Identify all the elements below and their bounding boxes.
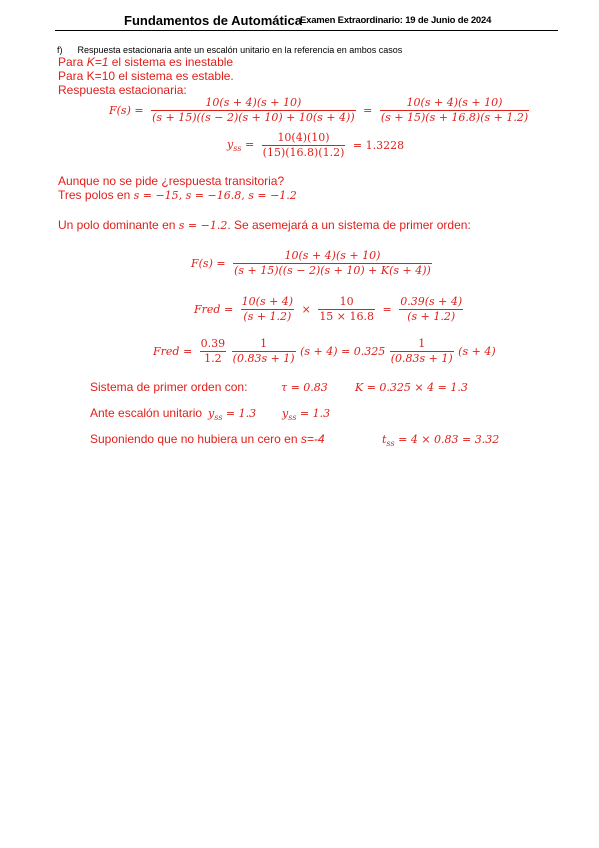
line5-math: s = −15, s = −16.8, s = −1.2 <box>133 189 297 202</box>
eq5-num3: 1 <box>390 337 454 352</box>
answer-line-7-k: K = 0.325 × 4 = 1.3 <box>355 381 468 394</box>
eq4-den1: (s + 1.2) <box>243 310 292 323</box>
eq3-lhs: F(s) = <box>191 257 226 270</box>
eq3-den: (s + 15)((s − 2)(s + 10) + K(s + 4)) <box>234 264 431 277</box>
line1-post: el sistema es inestable <box>108 55 234 69</box>
eq4-num2: 10 <box>318 295 375 310</box>
eq1-fraction-1 <box>151 96 356 125</box>
answer-line-8-text: Ante escalón unitario <box>90 406 203 420</box>
answer-line-8-value-1 <box>208 407 256 422</box>
eq5-fraction-2 <box>232 337 296 366</box>
answer-line-9-text <box>90 432 325 446</box>
eq4-equals: = <box>382 303 392 316</box>
eq1-den2: (s + 15)(s + 16.8)(s + 1.2) <box>380 111 529 124</box>
line1-var: K=1 <box>86 55 109 69</box>
eq5-lhs: Fred = <box>153 345 193 358</box>
answer-line-5 <box>58 188 297 202</box>
eq2-y-sub: ss <box>233 144 242 154</box>
eq1-den1: (s + 15)((s − 2)(s + 10) + 10(s + 4)) <box>152 111 355 124</box>
eq2-lhs <box>224 138 257 153</box>
eq4-den3: (s + 1.2) <box>407 310 456 323</box>
answer-line-3: Respuesta estacionaria: <box>58 83 187 97</box>
eq2-num: 10(4)(10) <box>262 131 346 146</box>
eq5-num2: 1 <box>232 337 296 352</box>
eq1-equals: = <box>363 104 373 117</box>
answer-line-6 <box>58 218 471 232</box>
eq5-den2: (0.83s + 1) <box>232 352 295 365</box>
eq4-num1: 10(s + 4) <box>241 295 294 308</box>
eq1-num2: 10(s + 4)(s + 10) <box>380 96 529 111</box>
line8-y2: y <box>282 407 289 420</box>
eq4-fraction-2 <box>318 295 375 324</box>
line8-v2: = 1.3 <box>296 407 331 420</box>
equation-reduced-1 <box>191 295 464 324</box>
eq5-den3: (0.83s + 1) <box>390 352 453 365</box>
equation-reduced-2 <box>150 337 496 366</box>
equation-steady-state <box>224 131 407 160</box>
eq5-mid: (s + 4) = 0.325 <box>300 345 386 358</box>
eq4-fraction-1 <box>241 295 294 324</box>
answer-line-2: Para K=10 el sistema es estable. <box>58 69 234 83</box>
line6-math: s = −1.2 <box>178 219 228 232</box>
line6-pre: Un polo dominante en <box>58 218 179 232</box>
eq2-fraction <box>262 131 346 160</box>
eq5-num1: 0.39 <box>200 337 226 350</box>
eq3-num: 10(s + 4)(s + 10) <box>233 249 432 264</box>
line5-text: Tres polos en <box>58 188 134 202</box>
eq5-den1: 1.2 <box>204 352 222 365</box>
line8-y1-sub: ss <box>214 413 223 423</box>
eq2-equals: = <box>244 137 255 151</box>
eq4-lhs: Fred = <box>194 303 234 316</box>
equation-transfer-function <box>106 96 530 125</box>
eq5-fraction-3 <box>390 337 454 366</box>
line1-pre: Para <box>58 55 87 69</box>
answer-line-7-tau: τ = 0.83 <box>281 381 328 394</box>
eq1-lhs: F(s) = <box>109 104 144 117</box>
question-text: Respuesta estacionaria ante un escalón unitario en la referencia en ambos casos <box>77 45 403 55</box>
eq5-tail: (s + 4) <box>458 345 496 358</box>
line8-y2-sub: ss <box>288 413 297 423</box>
line6-post: . Se asemejará a un sistema de primer orden: <box>227 218 471 232</box>
answer-line-8-value-2 <box>282 407 330 422</box>
eq2-den: (15)(16.8)(1.2) <box>262 146 345 159</box>
line9-v: = 4 × 0.83 = 3.32 <box>394 433 500 446</box>
eq1-fraction-2 <box>380 96 529 125</box>
answer-line-7-text: Sistema de primer orden con: <box>90 380 248 394</box>
eq5-fraction-1 <box>200 337 227 366</box>
line9-t: t <box>382 433 387 446</box>
eq3-fraction <box>233 249 432 278</box>
answer-line-1 <box>58 55 233 69</box>
eq4-fraction-3 <box>399 295 463 324</box>
eq2-result: = 1.3228 <box>352 139 405 152</box>
eq4-times: × <box>301 303 311 316</box>
eq2-y: y <box>227 137 234 151</box>
line8-v1: = 1.3 <box>222 407 257 420</box>
line9-text: Suponiendo que no hubiera un cero en <box>90 432 301 446</box>
line9-t-sub: ss <box>386 439 395 449</box>
answer-line-9-value <box>382 433 499 448</box>
eq4-num3: 0.39(s + 4) <box>400 295 463 308</box>
header-divider <box>55 30 558 31</box>
course-title: Fundamentos de Automática <box>124 13 302 28</box>
line8-y1: y <box>208 407 215 420</box>
question-label: f) <box>57 45 63 55</box>
question <box>57 45 402 55</box>
answer-line-4: Aunque no se pide ¿respuesta transitoria? <box>58 174 285 188</box>
eq4-den2: 15 × 16.8 <box>319 310 375 323</box>
eq1-num1: 10(s + 4)(s + 10) <box>151 96 356 111</box>
exam-title: Examen Extraordinario: 19 de Junio de 2024 <box>300 15 492 26</box>
equation-transfer-function-k <box>188 249 433 278</box>
line9-it: s=-4 <box>300 432 325 446</box>
